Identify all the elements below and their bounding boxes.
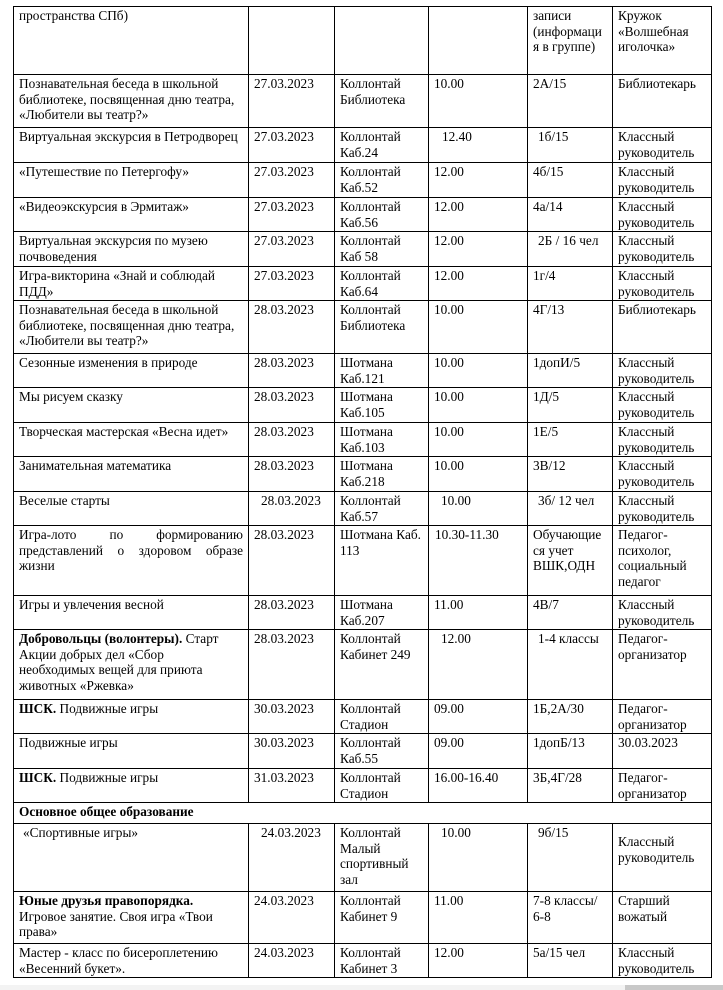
table-row [14,596,712,630]
time-cell: 12.40 [429,128,528,163]
group-cell: 4б/15 [528,163,613,198]
event-cell: «Путешествие по Петергофу» [14,163,249,198]
responsible-cell: Кружок «Волшебная иголочка» [613,7,712,75]
responsible-cell: Педагог-организатор [613,630,712,700]
place-cell: Шотмана Каб.105 [335,388,429,423]
responsible-cell: Библиотекарь [613,301,712,354]
place-cell: Коллонтай Стадион [335,769,429,803]
group-cell: 1б/15 [528,128,613,163]
place-cell: Шотмана Каб.207 [335,596,429,630]
table-row [14,267,712,301]
document-page [13,6,711,978]
event-cell: Творческая мастерская «Весна идет» [14,423,249,457]
group-cell: записи (информация в группе) [528,7,613,75]
responsible-cell: Классный руководитель [613,492,712,526]
event-cell: Добровольцы (волонтеры). Старт Акции добрых дел «Сбор необходимых вещей для приюта животных «Ржевка» [14,630,249,700]
table-row [14,388,712,423]
event-cell: Игры и увлечения весной [14,596,249,630]
table-row [14,163,712,198]
scrollbar-thumb[interactable] [625,985,723,990]
event-cell: Сезонные изменения в природе [14,354,249,388]
time-cell [429,7,528,75]
event-cell: «Видеоэкскурсия в Эрмитаж» [14,198,249,232]
section-heading: Основное общее образование [14,803,712,824]
group-cell: 1Д/5 [528,388,613,423]
responsible-cell: Классный руководитель [613,423,712,457]
place-cell: Шотмана Каб. 113 [335,526,429,596]
event-cell: Мастер - класс по бисероплетению «Весенний букет». [14,944,249,978]
responsible-cell: Классный руководитель [613,198,712,232]
date-cell: 27.03.2023 [249,163,335,198]
place-cell: Коллонтай Каб.64 [335,267,429,301]
place-cell: Коллонтай Каб.55 [335,734,429,769]
event-cell: «Спортивные игры» [14,824,249,892]
event-cell: Мы рисуем сказку [14,388,249,423]
date-cell: 30.03.2023 [249,734,335,769]
responsible-cell: 30.03.2023 [613,734,712,769]
group-cell: 1г/4 [528,267,613,301]
date-cell: 28.03.2023 [249,354,335,388]
group-cell: 3В/12 [528,457,613,492]
responsible-cell: Классный руководитель [613,944,712,978]
table-row [14,769,712,803]
event-cell: ШСК. Подвижные игры [14,769,249,803]
group-cell: 2А/15 [528,75,613,128]
time-cell: 10.00 [429,423,528,457]
time-cell: 12.00 [429,630,528,700]
time-cell: 12.00 [429,232,528,267]
date-cell: 28.03.2023 [249,492,335,526]
time-cell: 10.00 [429,492,528,526]
table-row [14,301,712,354]
time-cell: 11.00 [429,892,528,944]
time-cell: 10.00 [429,388,528,423]
event-cell: Познавательная беседа в школьной библиотеке, посвященная дню театра, «Любители вы театр?» [14,301,249,354]
place-cell: Коллонтай Каб.52 [335,163,429,198]
group-cell: 1Е/5 [528,423,613,457]
group-cell: 1допИ/5 [528,354,613,388]
group-cell: 3б/ 12 чел [528,492,613,526]
place-cell: Коллонтай Стадион [335,700,429,734]
time-cell: 10.00 [429,824,528,892]
time-cell: 12.00 [429,944,528,978]
responsible-cell: Классный руководитель [613,457,712,492]
time-cell: 12.00 [429,198,528,232]
responsible-cell: Классный руководитель [613,824,712,892]
time-cell: 10.00 [429,301,528,354]
time-cell: 10.00 [429,75,528,128]
date-cell: 31.03.2023 [249,769,335,803]
event-heading: ШСК. [19,770,57,785]
group-cell: 1допБ/13 [528,734,613,769]
date-cell: 27.03.2023 [249,75,335,128]
responsible-cell: Классный руководитель [613,596,712,630]
event-cell: Игра-лото по формированию представлений о здоровом образе жизни [14,526,249,596]
group-cell: 4В/7 [528,596,613,630]
table-row [14,128,712,163]
time-cell: 11.00 [429,596,528,630]
time-cell: 12.00 [429,163,528,198]
place-cell: Шотмана Каб.218 [335,457,429,492]
place-cell: Шотмана Каб.103 [335,423,429,457]
responsible-cell: Педагог-организатор [613,769,712,803]
event-cell: Веселые старты [14,492,249,526]
time-cell: 09.00 [429,734,528,769]
schedule-table [13,6,712,978]
event-cell: Подвижные игры [14,734,249,769]
time-cell: 09.00 [429,700,528,734]
place-cell: Коллонтай Кабинет 9 [335,892,429,944]
responsible-cell: Педагог-организатор [613,700,712,734]
place-cell: Коллонтай Каб.56 [335,198,429,232]
group-cell: 7-8 классы/ 6-8 [528,892,613,944]
table-row [14,198,712,232]
time-cell: 12.00 [429,267,528,301]
group-cell: 5а/15 чел [528,944,613,978]
responsible-cell: Педагог-психолог, социальный педагог [613,526,712,596]
responsible-cell: Классный руководитель [613,354,712,388]
table-row [14,354,712,388]
horizontal-scrollbar[interactable] [0,985,723,990]
event-heading: ШСК. [19,701,57,716]
date-cell: 27.03.2023 [249,232,335,267]
responsible-cell: Классный руководитель [613,267,712,301]
date-cell: 28.03.2023 [249,630,335,700]
group-cell: 3Б,4Г/28 [528,769,613,803]
event-cell: Виртуальная экскурсия в Петродворец [14,128,249,163]
table-row [14,944,712,978]
place-cell: Коллонтай Кабинет 3 [335,944,429,978]
place-cell: Коллонтай Библиотека [335,75,429,128]
table-row [14,75,712,128]
responsible-cell: Старший вожатый [613,892,712,944]
event-cell: Юные друзья правопорядка. Игровое занятие. Своя игра «Твои права» [14,892,249,944]
event-cell: пространства СПб) [14,7,249,75]
date-cell: 28.03.2023 [249,457,335,492]
date-cell: 28.03.2023 [249,596,335,630]
table-row [14,457,712,492]
time-cell: 10.30-11.30 [429,526,528,596]
date-cell: 27.03.2023 [249,198,335,232]
date-cell: 27.03.2023 [249,267,335,301]
date-cell [249,7,335,75]
date-cell: 24.03.2023 [249,944,335,978]
event-cell: Игра-викторина «Знай и соблюдай ПДД» [14,267,249,301]
date-cell: 30.03.2023 [249,700,335,734]
date-cell: 28.03.2023 [249,388,335,423]
date-cell: 27.03.2023 [249,128,335,163]
responsible-cell: Классный руководитель [613,128,712,163]
time-cell: 10.00 [429,354,528,388]
event-heading: Юные друзья правопорядка. [19,893,194,908]
date-cell: 28.03.2023 [249,526,335,596]
group-cell: 4Г/13 [528,301,613,354]
table-row [14,892,712,944]
group-cell: 2Б / 16 чел [528,232,613,267]
event-cell: ШСК. Подвижные игры [14,700,249,734]
place-cell: Коллонтай Малый спортивный зал [335,824,429,892]
group-cell: 1Б,2А/30 [528,700,613,734]
schedule-body [14,7,712,978]
table-row [14,232,712,267]
place-cell: Коллонтай Каб 58 [335,232,429,267]
responsible-cell: Классный руководитель [613,232,712,267]
table-row [14,700,712,734]
date-cell: 24.03.2023 [249,824,335,892]
event-cell: Виртуальная экскурсия по музею почвоведения [14,232,249,267]
group-cell: 1-4 классы [528,630,613,700]
table-row [14,423,712,457]
time-cell: 16.00-16.40 [429,769,528,803]
date-cell: 24.03.2023 [249,892,335,944]
table-row [14,492,712,526]
group-cell: 4а/14 [528,198,613,232]
table-row [14,824,712,892]
date-cell: 28.03.2023 [249,301,335,354]
time-cell: 10.00 [429,457,528,492]
place-cell: Коллонтай Библиотека [335,301,429,354]
section-row [14,803,712,824]
place-cell: Коллонтай Каб.57 [335,492,429,526]
group-cell: 9б/15 [528,824,613,892]
responsible-cell: Классный руководитель [613,163,712,198]
date-cell: 28.03.2023 [249,423,335,457]
responsible-cell: Классный руководитель [613,388,712,423]
place-cell [335,7,429,75]
place-cell: Шотмана Каб.121 [335,354,429,388]
place-cell: Коллонтай Каб.24 [335,128,429,163]
table-row [14,7,712,75]
group-cell: Обучающиеся учет ВШК,ОДН [528,526,613,596]
table-row [14,526,712,596]
event-heading: Добровольцы (волонтеры). [19,631,183,646]
event-cell: Занимательная математика [14,457,249,492]
table-row [14,734,712,769]
event-cell: Познавательная беседа в школьной библиотеке, посвященная дню театра, «Любители вы театр?» [14,75,249,128]
responsible-cell: Библиотекарь [613,75,712,128]
table-row [14,630,712,700]
place-cell: Коллонтай Кабинет 249 [335,630,429,700]
